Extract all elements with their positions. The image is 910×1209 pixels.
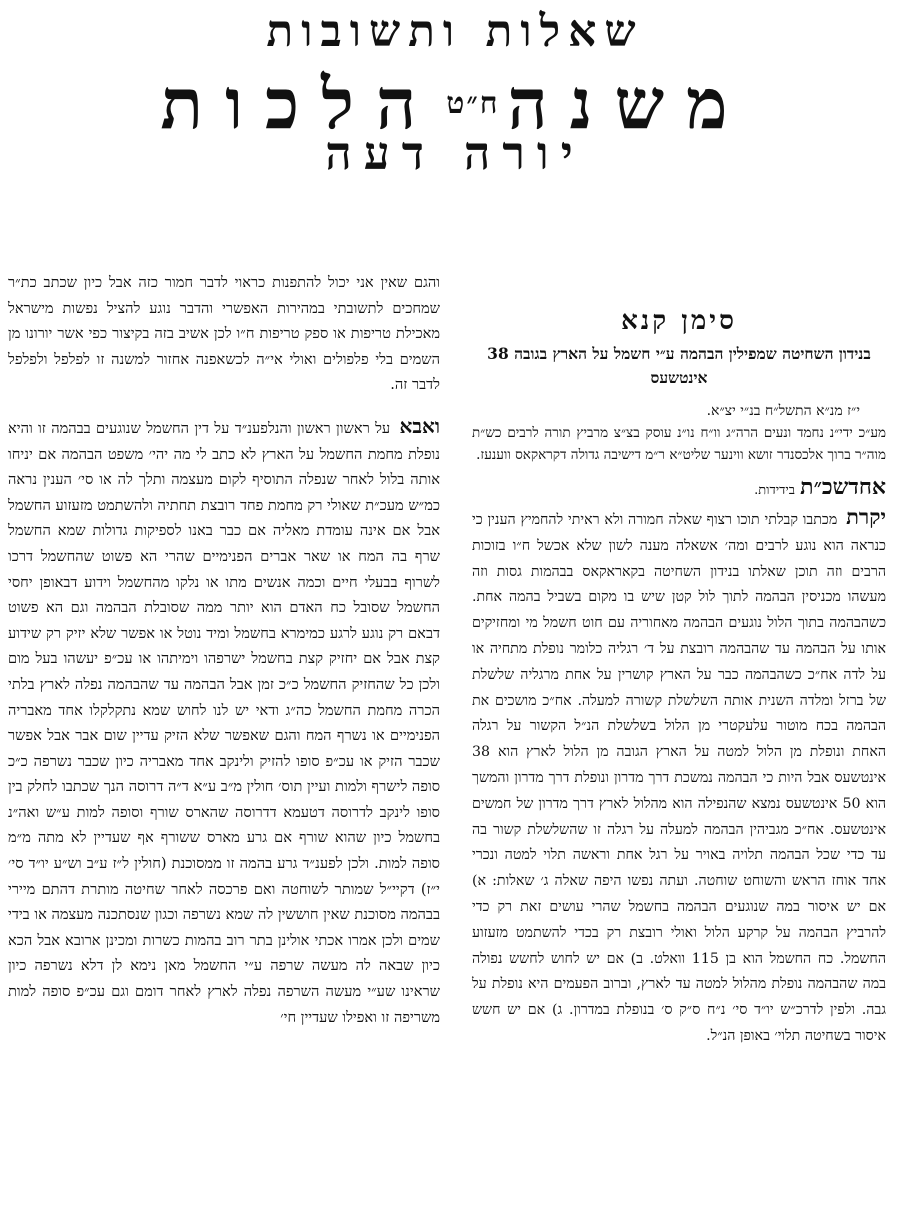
greeting-word: אחדשכ״ת (800, 474, 886, 500)
greeting-suffix: בידידות. (754, 483, 796, 498)
book-title-second-word: הלכות (160, 62, 439, 145)
book-series-title: שאלות ותשובות (266, 6, 644, 57)
question-body-text: מכתבו קבלתי תוכו רצוף שאלה חמורה ולא ראיתי להחמיץ הענין כי כנראה הוא נוגע לרבים ומה׳ אשאלה מענה לשון שלא אכשל ח״ו בזוכות הרבים וזה תוכן שאלתו בנידון השחיטה בקאראקאס בבהמות גסות וזה מעשהו מכניסין הבהמה לתוך לול קטן שיש בו מקום בשביל בהמה אחת. כשהבהמה בתוך הלול נוגעים הבהמה מאחוריה עם חוט חשמל מי ומחזיקים אותו על הבהמה עד שהבהמה רובצת על ד׳ רגליה כלומר נופלת מתחיה או על לדה אח״כ כשהבהמה כבר על הארץ קושרין על אחת מרגליה שלשלת של ברזל ומלדה השנית אותה השלשלת קשורה למעלה. אח״כ מושכים את הבהמה בכח מוטור עלעקטרי מן הלול בשלשלת הנ״ל הקשור על רגלה האחת ונופלת מן הלול למטה על הארץ הגובה מן הלול לארץ הוא 38 אינטשעס אבל היות כי הבהמה נמשכת דרך מדרון ונופלת דרך מדרון והמשך הוא 50 אינטשעס נמצא שהנפילה הוא מהלול לארץ דרך מדרון של חמשים אינטשעס. אח״כ מגביהין הבהמה למעלה על רגלה זו שהשלשלת קשור בה עד כדי שכל הבהמה תלויה באויר על רגל אחת וראשה תלוי למטה ונכרי אחד אוחז הראש והשוחט שוחטה. ועתה נפשו היפה שאלה ג׳ שאלות: א) אם יש איסור במה שנוגעים הבהמה בחשמל שהרי עושים זאת רק כדי להרביץ הבהמה על קרקע הלול ואולי רובצת רק בכדי להשתמט מזעזוע החשמל. כח החשמל הוא בן 115 וואלט. ב) אם יש לחוש לחשש נפולה במה שהבהמה נופלת מהלול למטה עד לארץ, וברוב הפעמים היא נופלת על גבה. ולפין לדרכ״ש יו״ד סי׳ נ״ח ס״ק ס׳ בנופלת במדרון. ג) אם יש חשש איסור בשחיטה תלוי׳ באופן הנ״ל. (472, 512, 886, 1044)
answer-intro-paragraph: והגם שאין אני יכול להתפנות כראוי לדבר חמור כזה אבל כיון שכתב כת״ר שמחכים לתשובתי במהירות האפשרי והדבר נוגע להציל נפשות מישראל מאכילת טריפות או ספק טריפות ח״ו לכן אשיב בזה בקיצור כפי אשר יורונו מן השמים בלי פלפולים ואולי אי״ה לכשאפנה אחזור למשנה זו לפלפל ולפלפל לדבר זה. (8, 274, 440, 394)
letter-date: י״ז מנ״א התשל״ח בנ״י יצ״א. (706, 403, 860, 419)
opening-word: יקרת (846, 504, 886, 529)
question-body-paragraph (472, 504, 886, 1050)
left-column (8, 270, 440, 1030)
answer-opening-word: ואבא (399, 413, 440, 438)
book-title-first-word: משנה (507, 62, 750, 145)
book-section-title: יורה דעה (325, 126, 585, 180)
right-column (472, 270, 886, 1050)
answer-body-paragraph (8, 414, 440, 1030)
letter-greeting (472, 474, 886, 500)
siman-subject: בנידון השחיטה שמפילין הבהמה ע״י חשמל על הארץ בגובה 38 אינטשעס (487, 344, 871, 387)
letter-addressee: מע״כ ידי״נ נחמד ונעים הרה״ג וו״ח נו״נ עוסק בצ״צ מרביץ תורה לרבים כש״ת מוה״ר ברוך אלכסנדר זושא ווינער שליט״א ר״מ דישיבה גדולה דקראקאס ווענעז. (472, 425, 886, 463)
siman-heading: סימן קנא (621, 306, 737, 336)
answer-body-text: על ראשון ראשון והנלפענ״ד על דין החשמל שנוגעים בבהמה זו והיא נופלת מחמת החשמל על הארץ לא כתב לי מה יהי׳ משפט הבהמה אם יניחו אותה בלול לאחר שנפלה התוסיף לקום מעצמה ותלך לה או סי׳ הענין נראה כמ״ש מעכ״ת שאולי רק מחמת פחד רובצת תחתיה ולהשתמט מזעזוע החשמל אבל אם אינה עומדת מאליה אם כבר באנו לספיקות גדולות שמא החשמל שרף בה המח או שאר אברים הפנימיים שהרי הא פשוט שהחשמל דרכו לשרוף בבעלי חיים וכמה אנשים מתו או נלקו מהחשמל וידוע דבאופן יחסי החשמל שסובל כח האדם הוא יותר ממה שסובלת הבהמה וגם הא פשוט דבאם רק נוגע לרגע כמימרא בחשמל ומיד נוטל או אפשר שלא יזיק רק שידוע קצת אבל אם יחזיק קצת בחשמל ישרפהו וימיתהו או עכ״פ יעשהו בעל מום ולכן כל שהחזיק החשמל כ״כ זמן אבל הבהמה עד שהבהמה נפלה לארץ בלתי הכרה מחמת החשמל כה״ג ודאי יש לנו לחוש שמא נתקלקלו אחד מאבריה הפנימיים או נשרף המח והגם שאפשר שלא הזיק עדיין שום אבר אבל אפשר שכבר הזיק או עכ״פ סופו להזיק ולינקב אחד מאבריה כיון שכבר נשרפה כ״כ סופה לישרף ולמות ועיין תוס׳ חולין מ״ב ע״א ד״ה דרוסה הנך שכתבו לחלק בין סופו לינקב לדרוסה דטעמא דדרוסה שהארס שורף וסופה למות ע״ש ואה״נ בחשמל כיון שהוא שורף אם גרע מארס ששורף אף שעדיין לא מתה מ״מ סופה למות. ולכן לפענ״ד גרע בהמה זו ממסוכנת (חולין ל״ז ע״ב וש״ע יו״ד סי׳ י״ז) דקיי״ל שמותר לשוחטה ואם פרכסה לאחר שחיטה מותרת דהתם מיירי בבהמה מסוכנת שאין חוששין לה שמא נשרפה וכגון שנסתכנה מעצמה או בידי שמים ולכן אמרו אכתי אולינן בתר רוב בהמות כשרות ומכינן ארובא אבל הכא כיון שבאה לה מעשה שרפה ע״י החשמל מאן נימא לן דלא נשרפה כיון שראינו שע״י מעשה השרפה נפלה לארץ לאחר דומם וגם עכ״פ סופה למות משריפה זו ואפילו שעדיין חי׳ (8, 419, 440, 1026)
volume-number: ח״ט (446, 86, 500, 121)
